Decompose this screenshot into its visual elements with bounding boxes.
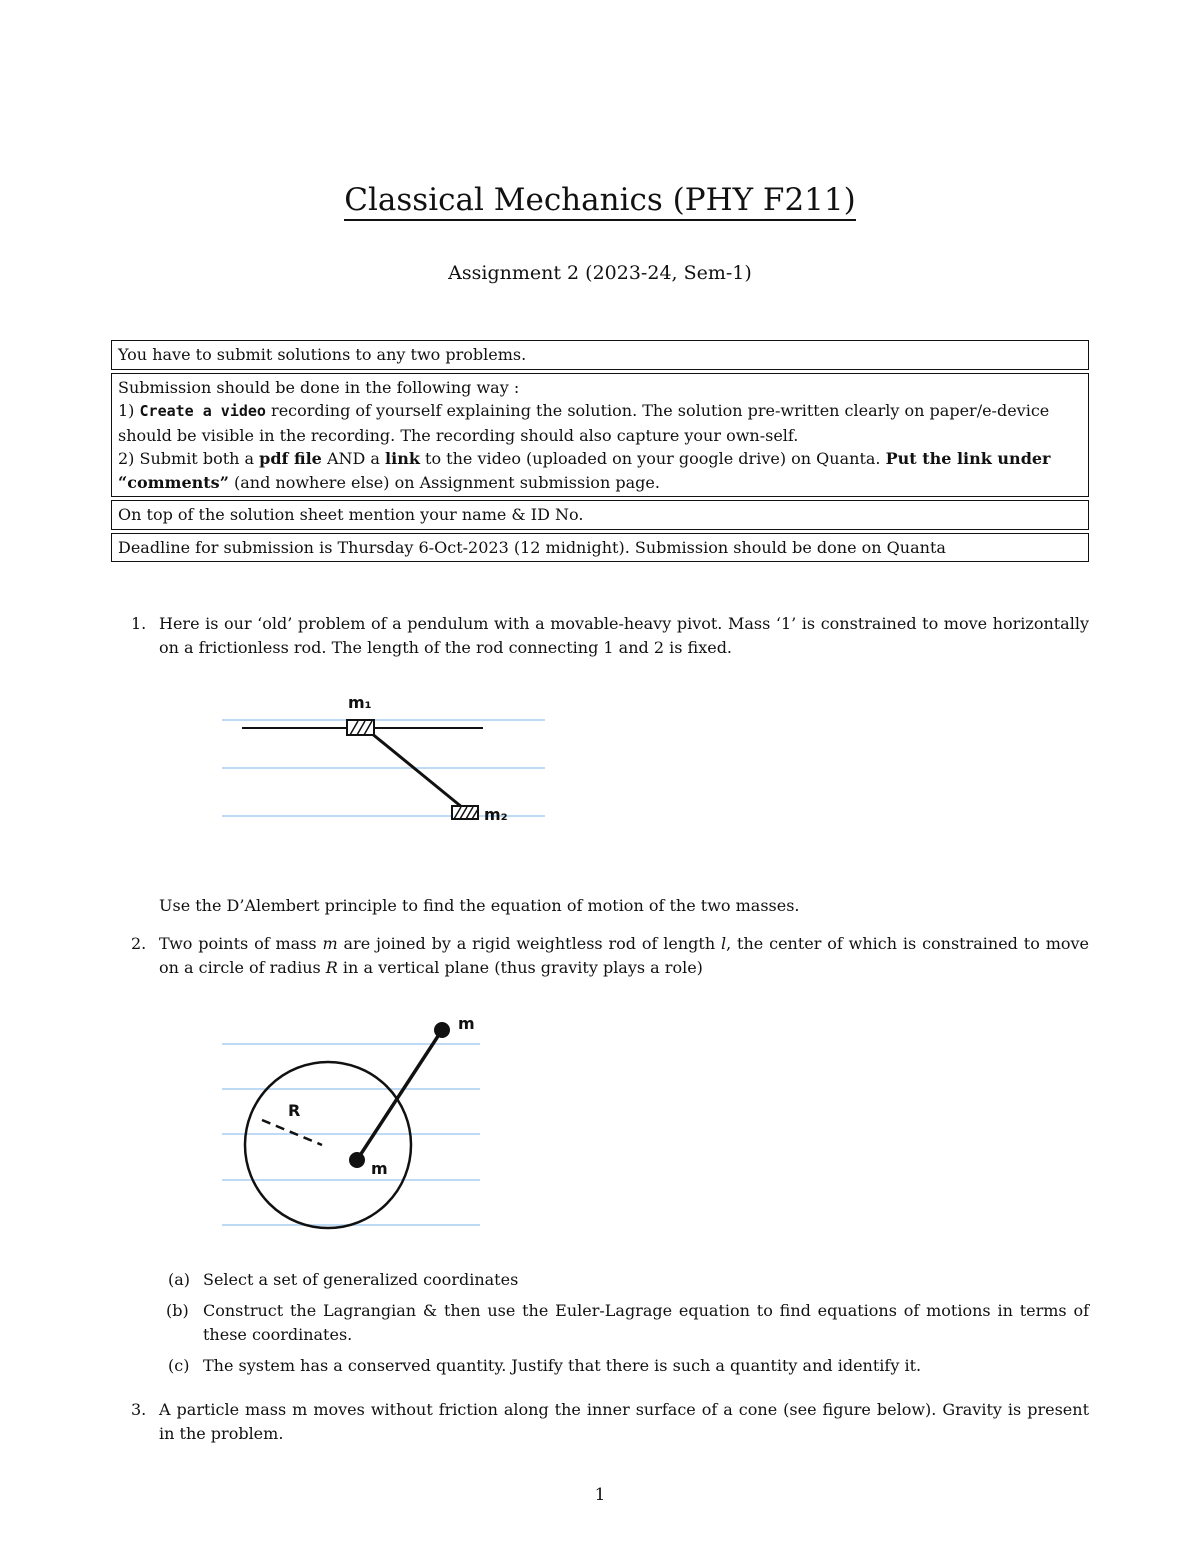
label-bottom-mass: m (371, 1159, 388, 1178)
part-c-label: (c) (168, 1356, 190, 1375)
part-a-label: (a) (168, 1270, 191, 1289)
mass-1-block (347, 720, 374, 735)
instruction-line: On top of the solution sheet mention your name & ID No. (118, 505, 584, 524)
instruction-cell-problems (111, 340, 1089, 370)
put-link-emphasis: Put the link under “comments” (118, 449, 1051, 492)
label-radius: R (288, 1101, 301, 1120)
part-b-label: (b) (166, 1301, 189, 1320)
problem-2-text: Two points of mass m are joined by a rigid weightless rod of length l, the center of which is constrained to move on a circle of radius R in a vertical plane (thus gravity plays a role) (159, 934, 1090, 977)
label-m2: m₂ (484, 805, 508, 824)
label-top-mass: m (458, 1014, 475, 1033)
submission-step-1: 1) Create a video recording of yourself explaining the solution. The solution pre-written clearly on paper/e-device should be visible in the recording. The recording should also capture your own-self. (118, 401, 1050, 445)
link-emphasis: link (385, 449, 420, 468)
page-title: Classical Mechanics (PHY F211) (0, 182, 1200, 218)
pendulum-figure (220, 690, 550, 840)
problem-1-followup: Use the D’Alembert principle to find the equation of motion of the two masses. (159, 896, 800, 915)
rigid-rod (357, 1030, 442, 1160)
create-video-emphasis: Create a video (139, 402, 266, 420)
problem-2-number: 2. (131, 934, 147, 953)
bottom-mass-dot (349, 1152, 365, 1168)
problem-1-text: Here is our ‘old’ problem of a pendulum with a movable-heavy pivot. Mass ‘1’ is constrained to move horizontally on a frictionless rod. The length of the rod connecting 1 and 2 is fixed. (159, 614, 1089, 657)
part-c-text: The system has a conserved quantity. Justify that there is such a quantity and identify it. (203, 1356, 922, 1375)
instructions-box (111, 340, 1089, 565)
pdf-file-emphasis: pdf file (259, 449, 322, 468)
label-m1: m₁ (348, 693, 372, 712)
instruction-cell-deadline (111, 533, 1089, 563)
rotating-dumbbell-figure (220, 1012, 490, 1232)
problem-3-text: A particle mass m moves without friction along the inner surface of a cone (see figure below). Gravity is present in the problem. (159, 1400, 1089, 1443)
submission-intro: Submission should be done in the following way : (118, 377, 520, 397)
part-b-text: Construct the Lagrangian & then use the Euler-Lagrage equation to find equations of motions in terms of these coordinates. (203, 1301, 1089, 1344)
problem-1-number: 1. (131, 614, 147, 633)
problem-3-number: 3. (131, 1400, 147, 1419)
page-number: 1 (594, 1485, 606, 1505)
radius-dashed-line (262, 1120, 322, 1145)
instruction-cell-name (111, 500, 1089, 530)
part-a-text: Select a set of generalized coordinates (203, 1270, 519, 1289)
submission-step-2: 2) Submit both a pdf file AND a link to the video (uploaded on your google drive) on Quanta. Put the link under “comments” (and nowhere else) on Assignment submission page. (118, 449, 1051, 492)
constraint-circle (245, 1062, 411, 1228)
mass-2-block (452, 806, 478, 819)
assignment-subtitle: Assignment 2 (2023-24, Sem-1) (448, 262, 752, 284)
instruction-line: Deadline for submission is Thursday 6-Oct-2023 (12 midnight). Submission should be done on Quanta (118, 537, 946, 557)
top-mass-dot (434, 1022, 450, 1038)
instruction-line: You have to submit solutions to any two problems. (118, 345, 527, 364)
instruction-cell-submission (111, 373, 1089, 498)
